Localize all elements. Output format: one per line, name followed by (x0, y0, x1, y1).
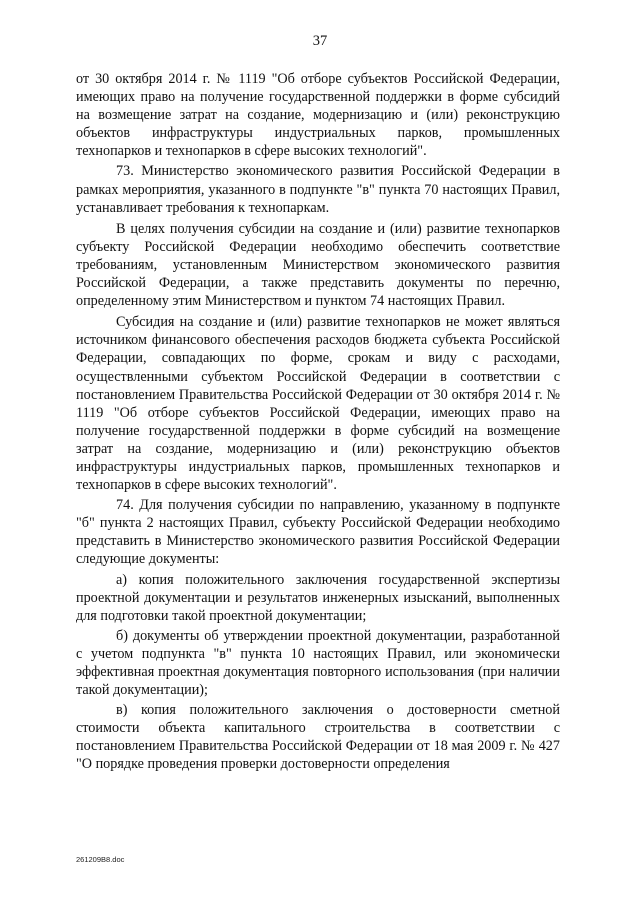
paragraph-73: 73. Министерство экономического развития Российской Федерации в рамках мероприятия, указанного в подпункте "в" пункта 70 настоящих Правил, устанавливает требования к технопаркам. (76, 163, 560, 216)
list-item-v: в) копия положительного заключения о достоверности сметной стоимости объекта капитального строительства в соответствии с постановлением Правительства Российской Федерации от 18 мая 2009 г. № 427 "О порядке проведения проверки достоверности определения (76, 702, 560, 773)
list-item-b: б) документы об утверждении проектной документации, разработанной с учетом подпункта "в" пункта 10 настоящих Правил, или экономически эффективная проектная документация повторного использования (при наличии такой документации); (76, 627, 560, 699)
file-name-footer: 261209B8.doc (76, 855, 125, 864)
paragraph-subsidy-restriction: Субсидия на создание и (или) развитие технопарков не может являться источником финансового обеспечения расходов бюджета субъекта Российской Федерации, совпадающих по форме, срокам и виду с расходами, осуществленными субъектом Российской Федерации в соответствии с постановлением Правительства Российской Федерации от 30 октября 2014 г. № 1119 "Об отборе субъектов Российской Федерации, имеющих право на получение государственной поддержки в форме субсидий на возмещение затрат на создание, модернизацию и (или) реконструкцию объектов инфраструктуры индустриальных парков, промышленных технопарков и технопарков в сфере высоких технологий". (76, 314, 560, 494)
list-item-a: а) копия положительного заключения государственной экспертизы проектной документации и результатов инженерных изысканий, выполненных для подготовки такой проектной документации; (76, 571, 560, 624)
document-body (76, 70, 560, 774)
paragraph-continuation: от 30 октября 2014 г. № 1119 "Об отборе субъектов Российской Федерации, имеющих право на получение государственной поддержки в форме субсидий на возмещение затрат на создание, модернизацию и (или) реконструкцию объектов инфраструктуры индустриальных парков, промышленных технопарков и технопарков в сфере высоких технологий". (76, 71, 560, 160)
paragraph-74: 74. Для получения субсидии по направлению, указанному в подпункте "б" пункта 2 настоящих Правил, субъекту Российской Федерации необходимо представить в Министерство экономического развития Российской Федерации следующие документы: (76, 497, 560, 568)
paragraph-subsidy-conditions: В целях получения субсидии на создание и (или) развитие технопарков субъекту Российской Федерации необходимо обеспечить соответствие требованиям, установленным Министерством экономического развития Российской Федерации, а также представить документы по перечню, определенному этим Министерством и пунктом 74 настоящих Правил. (76, 220, 560, 310)
page-number: 37 (312, 33, 328, 49)
